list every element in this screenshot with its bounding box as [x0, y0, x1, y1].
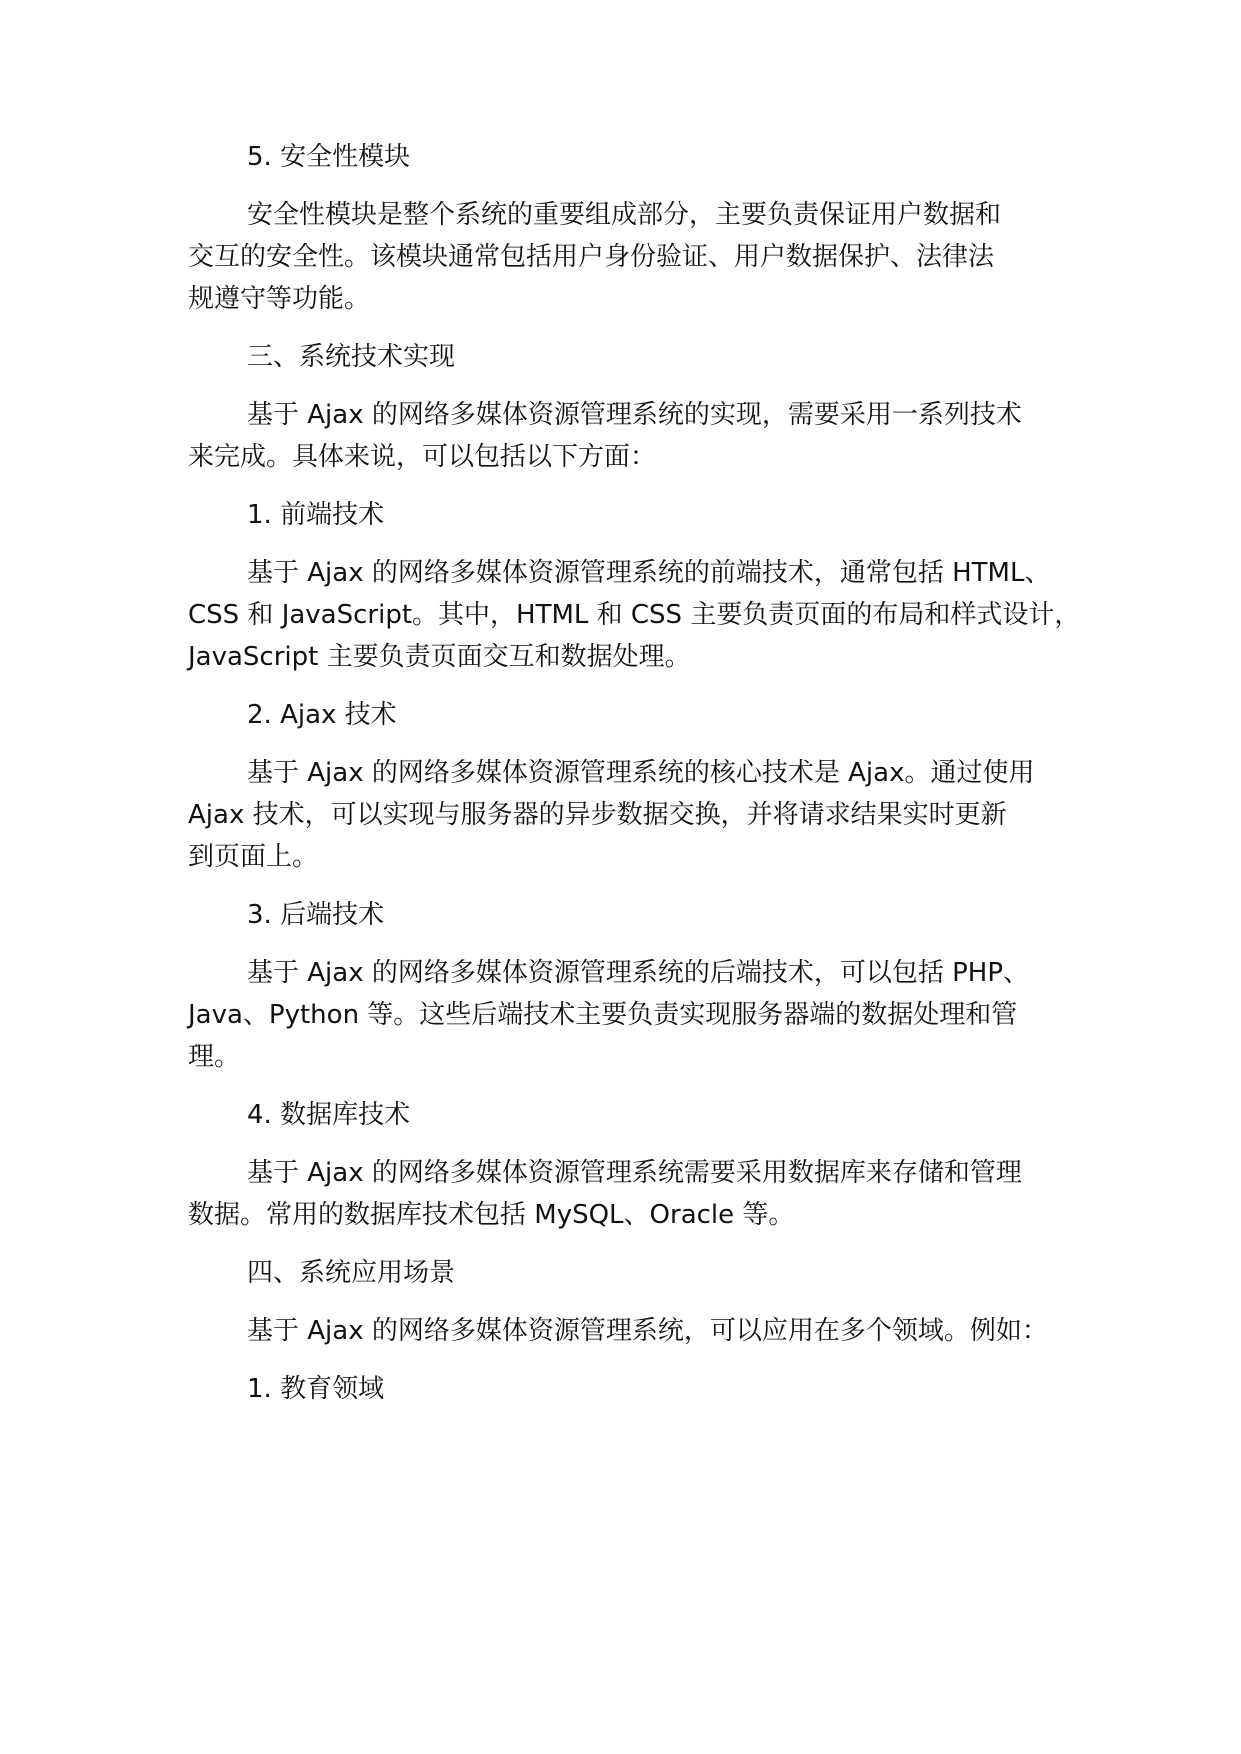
section-heading: 四、系统应用场景 — [247, 1258, 456, 1288]
paragraph-line: 数据。常用的数据库技术包括 MySQL、Oracle 等。 — [188, 1200, 795, 1230]
paragraph-line: 交互的安全性。该模块通常包括用户身份验证、用户数据保护、法律法 — [188, 242, 995, 272]
paragraph-line: 基于 Ajax 的网络多媒体资源管理系统需要采用数据库来存储和管理 — [247, 1158, 1022, 1188]
paragraph-line: Ajax 技术，可以实现与服务器的异步数据交换，并将请求结果实时更新 — [188, 800, 1007, 830]
paragraph-line: 基于 Ajax 的网络多媒体资源管理系统，可以应用在多个领域。例如： — [247, 1316, 1048, 1346]
paragraph-line: JavaScript 主要负责页面交互和数据处理。 — [188, 642, 691, 672]
section-heading: 1. 教育领域 — [247, 1374, 385, 1404]
paragraph-line: 基于 Ajax 的网络多媒体资源管理系统的后端技术，可以包括 PHP、 — [247, 958, 1030, 988]
paragraph-line: Java、Python 等。这些后端技术主要负责实现服务器端的数据处理和管 — [188, 1000, 1018, 1030]
section-heading: 3. 后端技术 — [247, 900, 385, 930]
paragraph-line: 理。 — [188, 1042, 241, 1072]
paragraph-line: 安全性模块是整个系统的重要组成部分，主要负责保证用户数据和 — [247, 200, 1002, 230]
paragraph-line: 基于 Ajax 的网络多媒体资源管理系统的核心技术是 Ajax。通过使用 — [247, 758, 1035, 788]
paragraph-line: CSS 和 JavaScript。其中，HTML 和 CSS 主要负责页面的布局和样式设计， — [188, 600, 1081, 630]
section-heading: 2. Ajax 技术 — [247, 700, 397, 730]
paragraph-line: 基于 Ajax 的网络多媒体资源管理系统的前端技术，通常包括 HTML、 — [247, 558, 1051, 588]
section-heading: 5. 安全性模块 — [247, 142, 411, 172]
section-heading: 4. 数据库技术 — [247, 1100, 411, 1130]
paragraph-line: 到页面上。 — [188, 842, 319, 872]
paragraph-line: 来完成。具体来说，可以包括以下方面： — [188, 442, 657, 472]
section-heading: 三、系统技术实现 — [247, 342, 456, 372]
paragraph-line: 规遵守等功能。 — [188, 284, 371, 314]
paragraph-line: 基于 Ajax 的网络多媒体资源管理系统的实现，需要采用一系列技术 — [247, 400, 1022, 430]
section-heading: 1. 前端技术 — [247, 500, 385, 530]
